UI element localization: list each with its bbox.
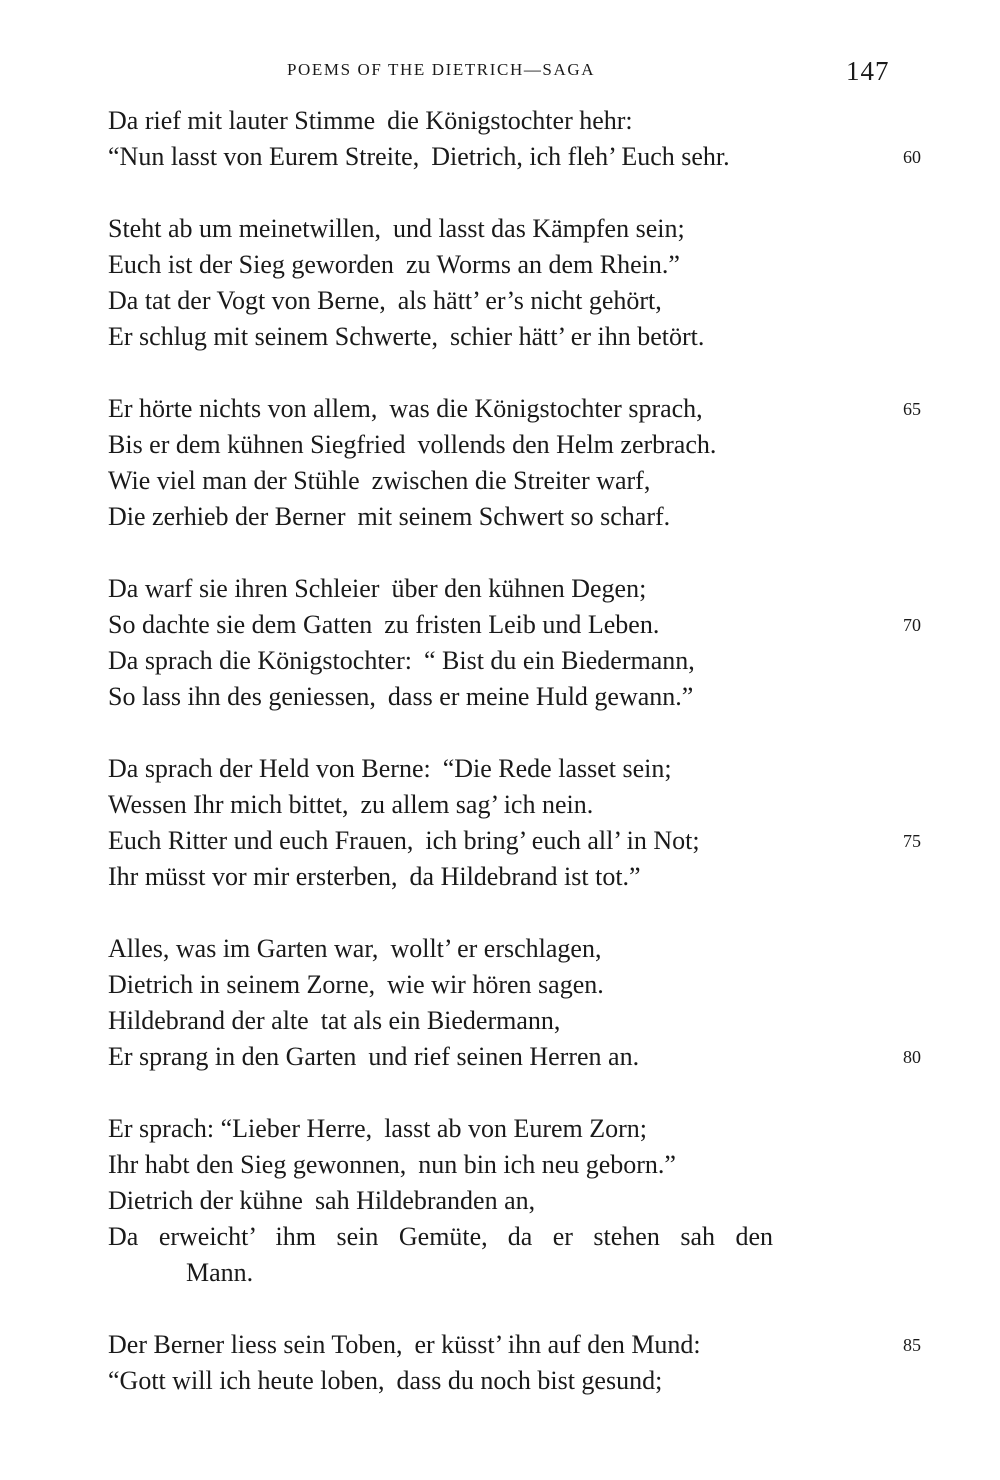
line-number: 65 [903,399,921,419]
verse-line [108,1219,928,1255]
page-number: 147 [846,56,890,86]
stanza [108,1327,928,1399]
line-number: 70 [903,615,921,635]
first-half-line: Er schlug mit seinem Schwerte, [108,322,438,351]
verse-line [108,931,928,967]
verse-line [108,823,928,859]
first-half-line: Die zerhieb der Berner [108,502,346,531]
first-half-line: Euch Ritter und euch Frauen, [108,826,414,855]
second-half-line: dass er meine Huld gewann.” [387,682,694,711]
verse-line-continuation: Mann. [186,1258,254,1287]
first-half-line: Da rief mit lauter Stimme [108,106,376,135]
first-half-line: Dietrich der kühne [108,1186,303,1215]
verse-line [108,427,928,463]
second-half-line: ich bring’ euch all’ in Not; [425,826,700,855]
second-half-line: “ Bist du ein Biedermann, [423,646,695,675]
second-half-line: tat als ein Biedermann, [320,1006,561,1035]
second-half-line: zu allem sag’ ich nein. [360,790,594,819]
verse-line [108,1003,928,1039]
poem-body [108,103,928,1435]
verse-line [108,643,928,679]
second-half-line: Dietrich, ich fleh’ Euch sehr. [431,142,730,171]
line-number: 60 [903,147,921,167]
second-half-line: vollends den Helm zerbrach. [417,430,717,459]
stanza [108,1111,928,1291]
verse-line [108,1111,928,1147]
second-half-line: schier hätt’ er ihn betört. [449,322,705,351]
second-half-line: zu fristen Leib und Leben. [384,610,660,639]
verse-line [108,283,928,319]
verse-line [108,751,928,787]
verse-line [108,967,928,1003]
first-half-line: Da warf sie ihren Schleier [108,574,380,603]
verse-line [108,1363,928,1399]
second-half-line: und rief seinen Herren an. [368,1042,640,1071]
second-half-line: dass du noch bist gesund; [396,1366,663,1395]
stanza [108,751,928,895]
first-half-line: Ihr müsst vor mir ersterben, [108,862,398,891]
verse-line [108,859,928,895]
first-half-line: Dietrich in seinem Zorne, [108,970,376,999]
second-half-line: da er stehen sah den [507,1222,774,1251]
stanza [108,391,928,535]
first-half-line: “Gott will ich heute loben, [108,1366,385,1395]
second-half-line: nun bin ich neu geborn.” [418,1150,676,1179]
first-half-line: Er hörte nichts von allem, [108,394,378,423]
first-half-line: Wie viel man der Stühle [108,466,360,495]
first-half-line: So dachte sie dem Gatten [108,610,373,639]
first-half-line: Der Berner liess sein Toben, [108,1330,403,1359]
stanza [108,931,928,1075]
verse-line [108,571,928,607]
verse-line [108,607,928,643]
first-half-line: Wessen Ihr mich bittet, [108,790,349,819]
verse-line [108,1183,928,1219]
second-half-line: wollt’ er erschlagen, [390,934,602,963]
second-half-line: wie wir hören sagen. [387,970,604,999]
stanza [108,571,928,715]
first-half-line: Steht ab um meinetwillen, [108,214,381,243]
verse-line [108,247,928,283]
second-half-line: zwischen die Streiter warf, [371,466,651,495]
verse-line [108,463,928,499]
line-number: 80 [903,1047,921,1067]
verse-line [108,139,928,175]
second-half-line: die Königstochter hehr: [387,106,633,135]
first-half-line: Bis er dem kühnen Siegfried [108,430,406,459]
second-half-line: da Hildebrand ist tot.” [409,862,641,891]
verse-line [108,103,928,139]
first-half-line: Er sprang in den Garten [108,1042,357,1071]
second-half-line: mit seinem Schwert so scharf. [357,502,671,531]
second-half-line: was die Königstochter sprach, [389,394,703,423]
first-half-line: Da sprach der Held von Berne: [108,754,431,783]
line-number: 75 [903,831,921,851]
verse-line [108,1327,928,1363]
second-half-line: und lasst das Kämpfen sein; [392,214,685,243]
verse-line [108,1039,928,1075]
first-half-line: Hildebrand der alte [108,1006,309,1035]
stanza [108,211,928,355]
first-half-line: “Nun lasst von Eurem Streite, [108,142,420,171]
first-half-line: Da erweicht’ ihm sein Gemüte, [108,1222,488,1251]
verse-line [108,1147,928,1183]
verse-line [108,787,928,823]
second-half-line: er küsst’ ihn auf den Mund: [414,1330,701,1359]
stanza [108,103,928,175]
second-half-line: lasst ab von Eurem Zorn; [384,1114,648,1143]
first-half-line: Da sprach die Königstochter: [108,646,412,675]
line-number: 85 [903,1335,921,1355]
second-half-line: als hätt’ er’s nicht gehört, [397,286,662,315]
second-half-line: “Die Rede lasset sein; [442,754,672,783]
first-half-line: So lass ihn des geniessen, [108,682,376,711]
first-half-line: Alles, was im Garten war, [108,934,379,963]
second-half-line: über den kühnen Degen; [391,574,647,603]
first-half-line: Euch ist der Sieg geworden [108,250,394,279]
second-half-line: sah Hildebranden an, [314,1186,536,1215]
verse-line [108,391,928,427]
verse-line [108,499,928,535]
verse-line [108,211,928,247]
second-half-line: zu Worms an dem Rhein.” [405,250,680,279]
running-head: POEMS OF THE DIETRICH—SAGA [287,60,596,79]
first-half-line: Ihr habt den Sieg gewonnen, [108,1150,407,1179]
verse-line [108,319,928,355]
verse-line [108,679,928,715]
first-half-line: Er sprach: “Lieber Herre, [108,1114,373,1143]
first-half-line: Da tat der Vogt von Berne, [108,286,386,315]
